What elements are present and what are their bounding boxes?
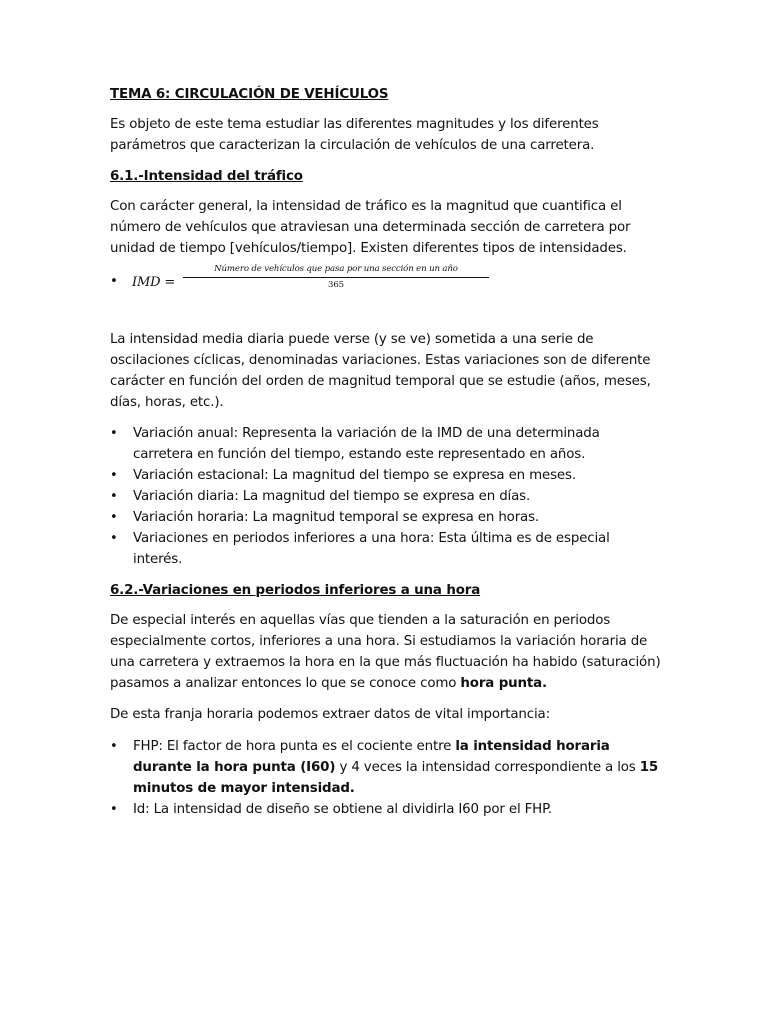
formula-denominator: 365	[328, 280, 344, 290]
list-item: • Variación anual: Representa la variación de la IMD de una determinada carretera en función del tiempo, estando este representado en años.	[110, 423, 662, 465]
variations-list	[110, 423, 662, 570]
intensity-paragraph: Con carácter general, la intensidad de tráfico es la magnitud que cuantifica el número de vehículos que atraviesan una determinada sección de carretera por unidad de tiempo [vehículos/tiempo]. Existen diferentes tipos de intensidades.	[110, 199, 631, 256]
list-item: • Variaciones en periodos inferiores a una hora: Esta última es de especial interés.	[110, 528, 662, 570]
peak-hour-paragraph	[110, 610, 662, 694]
list-item: • Variación diaria: La magnitud del tiempo se expresa en días.	[110, 486, 662, 507]
fhp-bold-2: 15 minutos de mayor intensidad.	[133, 760, 659, 796]
formula-fraction	[183, 263, 489, 292]
peak-hour-bold: hora punta.	[460, 676, 547, 691]
list-item: • Variación estacional: La magnitud del tiempo se expresa en meses.	[110, 465, 662, 486]
fhp-bold-1: la intensidad horaria durante la hora punta (I60)	[133, 739, 610, 775]
bullet-icon: •	[110, 274, 118, 289]
page-title: TEMA 6: CIRCULACIÓN DE VEHÍCULOS	[110, 87, 389, 102]
peak-hour-text: De especial interés en aquellas vías que tienden a la saturación en periodos especialmente cortos, inferiores a una hora. Si estudiamos la variación horaria de una carretera y extraemos la hora en la que más fluctuación ha habido (saturación) pasamos a analizar entonces lo que se conoce como	[110, 613, 661, 691]
fhp-text-1: FHP: El factor de hora punta es el cociente entre	[133, 739, 452, 754]
imd-formula	[110, 264, 662, 299]
list-item: • Variación horaria: La magnitud temporal se expresa en horas.	[110, 507, 662, 528]
variations-paragraph: La intensidad media diaria puede verse (y se ve) sometida a una serie de oscilaciones cíclicas, denominadas variaciones. Estas variaciones son de diferente carácter en función del orden de magnitud temporal que se estudie (años, meses, días, horas, etc.).	[110, 332, 651, 410]
formula-numerator: Número de vehículos que pasa por una sección en un año	[183, 263, 489, 278]
peak-factors-list	[110, 736, 662, 820]
section-heading-6-2: 6.2.-Variaciones en periodos inferiores a una hora	[110, 583, 481, 598]
fhp-text-2: y 4 veces la intensidad correspondiente a los	[339, 760, 636, 775]
intro-paragraph: Es objeto de este tema estudiar las diferentes magnitudes y los diferentes parámetros que caracterizan la circulación de vehículos de una carretera.	[110, 117, 599, 153]
list-item-fhp	[110, 736, 662, 799]
document-content	[110, 84, 662, 830]
section-heading-6-1: 6.1.-Intensidad del tráfico	[110, 169, 303, 184]
formula-lhs: IMD =	[132, 275, 176, 290]
time-band-paragraph: De esta franja horaria podemos extraer datos de vital importancia:	[110, 707, 550, 722]
list-item-id: • Id: La intensidad de diseño se obtiene al dividirla I60 por el FHP.	[110, 799, 662, 820]
